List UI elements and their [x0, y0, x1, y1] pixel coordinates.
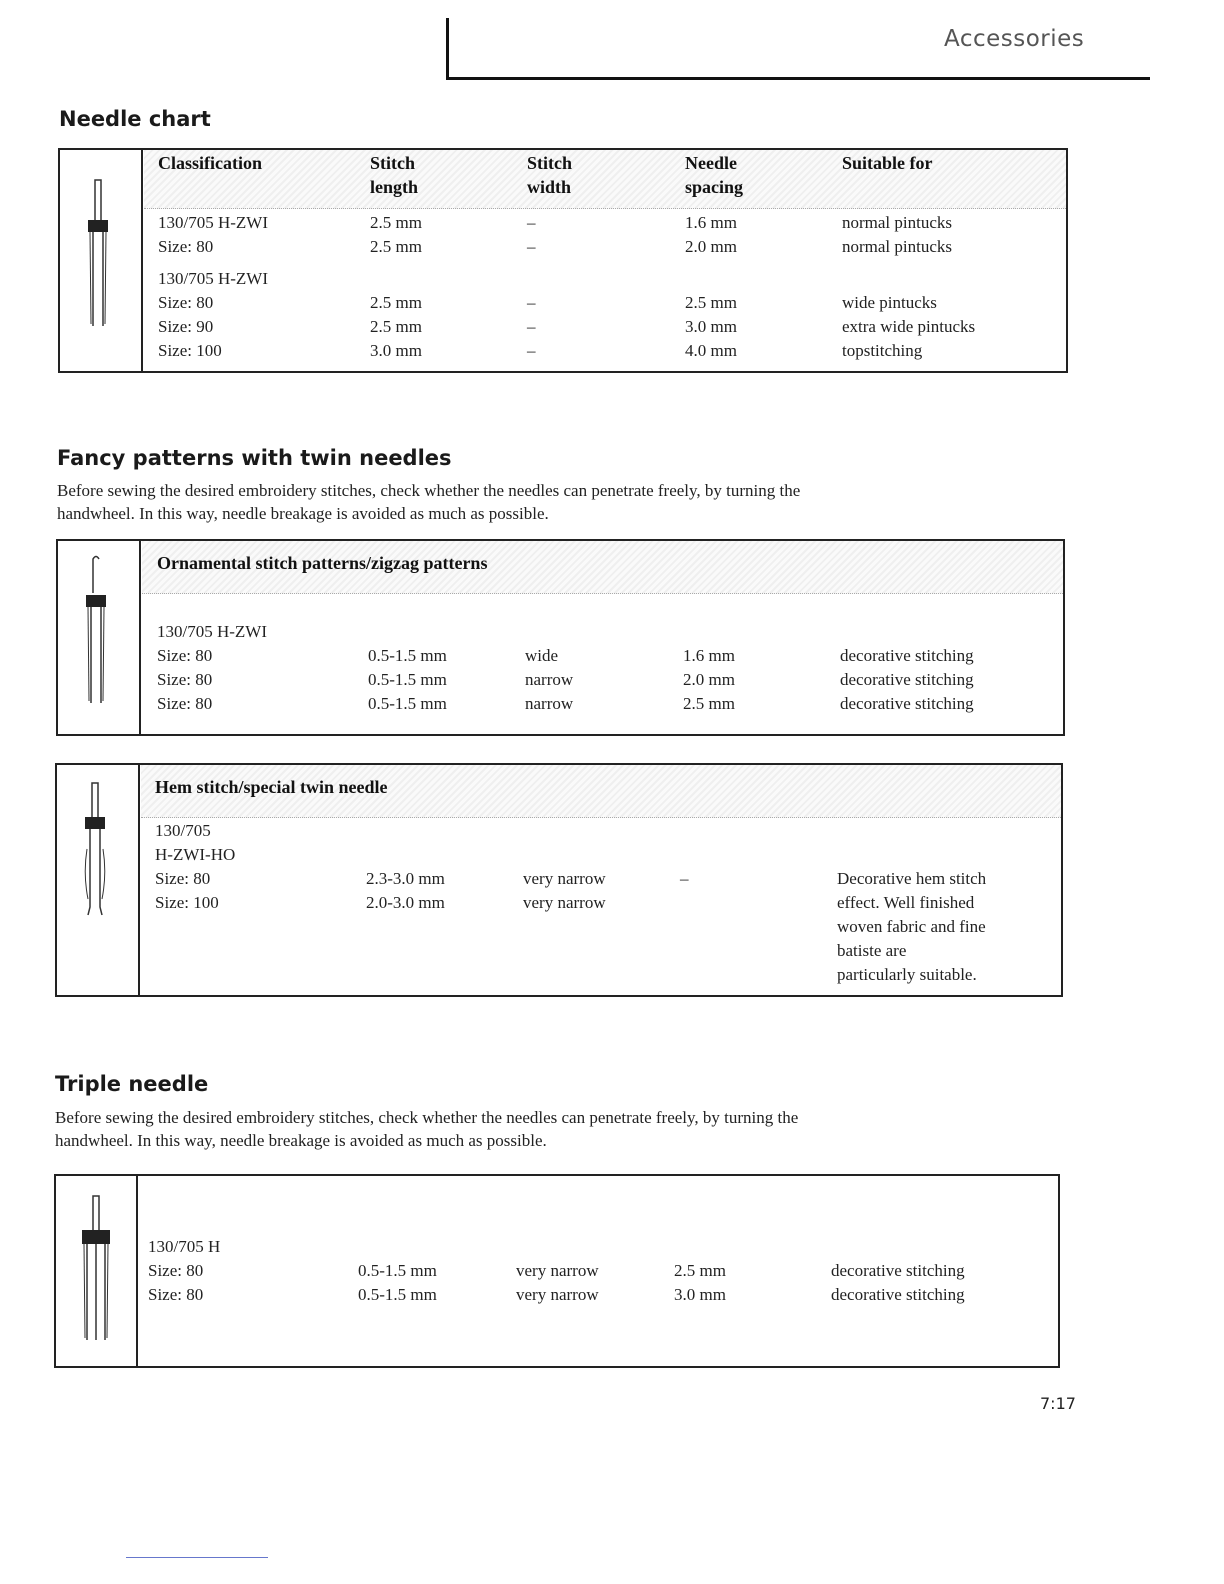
table-cell: Size: 90	[158, 317, 214, 336]
table-cell: Size: 100	[155, 893, 219, 912]
table-cell: 2.5 mm	[370, 293, 422, 312]
header-rule	[446, 77, 1150, 80]
table-cell: 0.5-1.5 mm	[368, 670, 447, 689]
table-cell: very narrow	[516, 1285, 599, 1304]
table-cell: –	[680, 869, 689, 888]
fancy-paragraph-line-1: Before sewing the desired embroidery stitches, check whether the needles can penetrate freely, by turning the	[57, 481, 801, 500]
ornamental-heading: Ornamental stitch patterns/zigzag patterns	[157, 553, 488, 573]
col-stitch-length: Stitch	[370, 153, 415, 173]
col-stitch-width-2: width	[527, 177, 572, 197]
table-cell: Size: 100	[158, 341, 222, 360]
table-cell: 130/705 H-ZWI	[158, 213, 269, 232]
page-number: 7:17	[1040, 1394, 1076, 1413]
table-cell: 2.5 mm	[370, 213, 422, 232]
table-cell: –	[527, 317, 536, 336]
triple-paragraph-line-2: handwheel. In this way, needle breakage is avoided as much as possible.	[55, 1131, 547, 1150]
table-cell: Size: 80	[148, 1285, 204, 1304]
link-underline	[126, 1557, 268, 1558]
table-cell: 2.0 mm	[683, 670, 735, 689]
table-cell: decorative stitching	[831, 1261, 965, 1280]
table-cell: 2.5 mm	[370, 237, 422, 256]
col-stitch-width: Stitch	[527, 153, 572, 173]
twin-needle-icon	[72, 553, 122, 713]
table-cell: normal pintucks	[842, 213, 953, 232]
table-cell: 2.5 mm	[683, 694, 735, 713]
table-cell: 3.0 mm	[674, 1285, 726, 1304]
table-cell: wide pintucks	[842, 293, 937, 312]
table-cell: 130/705	[155, 821, 211, 840]
table-cell: 4.0 mm	[685, 341, 737, 360]
triple-needle-heading: Triple needle	[55, 1072, 209, 1096]
table-cell: H-ZWI-HO	[155, 845, 236, 864]
table-cell: 2.0 mm	[685, 237, 737, 256]
table-cell: Decorative hem stitch	[837, 869, 987, 888]
table-cell: decorative stitching	[840, 694, 974, 713]
col-needle-spacing-2: spacing	[685, 177, 744, 197]
wing-needle-icon	[71, 779, 121, 929]
twin-needle-icon	[74, 176, 124, 336]
table-cell: decorative stitching	[840, 646, 974, 665]
table-cell: very narrow	[523, 893, 606, 912]
table-cell: 2.3-3.0 mm	[366, 869, 445, 888]
table-cell: wide	[525, 646, 559, 665]
table-cell: 130/705 H-ZWI	[157, 622, 268, 641]
table-cell: 2.0-3.0 mm	[366, 893, 445, 912]
col-classification: Classification	[158, 153, 263, 173]
table-cell: 0.5-1.5 mm	[358, 1285, 437, 1304]
table-cell: woven fabric and fine	[837, 917, 986, 936]
table-cell: 0.5-1.5 mm	[358, 1261, 437, 1280]
table-cell: –	[527, 341, 536, 360]
table-cell: Size: 80	[157, 670, 213, 689]
col-suitable-for: Suitable for	[842, 153, 933, 173]
triple-needle-icon	[68, 1192, 124, 1347]
table-cell: Size: 80	[148, 1261, 204, 1280]
table-cell: narrow	[525, 670, 574, 689]
table-cell: topstitching	[842, 341, 923, 360]
table-cell: Size: 80	[157, 646, 213, 665]
table-cell: –	[527, 293, 536, 312]
table-cell: narrow	[525, 694, 574, 713]
table-cell: 130/705 H	[148, 1237, 221, 1256]
hem-stitch-heading: Hem stitch/special twin needle	[155, 777, 388, 797]
header-divider-vertical	[446, 18, 449, 80]
table-cell: Size: 80	[157, 694, 213, 713]
table-cell: Size: 80	[158, 293, 214, 312]
table-cell: 130/705 H-ZWI	[158, 269, 269, 288]
table-cell: normal pintucks	[842, 237, 953, 256]
needle-chart-heading: Needle chart	[59, 107, 211, 131]
table-cell: –	[527, 237, 536, 256]
table-cell: 1.6 mm	[683, 646, 735, 665]
table-cell: 0.5-1.5 mm	[368, 646, 447, 665]
triple-paragraph-line-1: Before sewing the desired embroidery stitches, check whether the needles can penetrate freely, by turning the	[55, 1108, 799, 1127]
fancy-patterns-heading: Fancy patterns with twin needles	[57, 446, 452, 470]
table-cell: 3.0 mm	[685, 317, 737, 336]
table-cell: batiste are	[837, 941, 907, 960]
section-title: Accessories	[944, 26, 1085, 52]
table-cell: effect. Well finished	[837, 893, 975, 912]
table-cell: extra wide pintucks	[842, 317, 976, 336]
table-cell: Size: 80	[158, 237, 214, 256]
col-needle-spacing: Needle	[685, 153, 737, 173]
table-cell: 0.5-1.5 mm	[368, 694, 447, 713]
table-cell: decorative stitching	[831, 1285, 965, 1304]
table-cell: 2.5 mm	[685, 293, 737, 312]
table-cell: 3.0 mm	[370, 341, 422, 360]
col-stitch-length-2: length	[370, 177, 419, 197]
table-cell: very narrow	[516, 1261, 599, 1280]
table-cell: 2.5 mm	[674, 1261, 726, 1280]
table-cell: particularly suitable.	[837, 965, 977, 984]
table-cell: Size: 80	[155, 869, 211, 888]
table-cell: 1.6 mm	[685, 213, 737, 232]
table-cell: decorative stitching	[840, 670, 974, 689]
table-cell: very narrow	[523, 869, 606, 888]
table-cell: –	[527, 213, 536, 232]
fancy-paragraph-line-2: handwheel. In this way, needle breakage is avoided as much as possible.	[57, 504, 549, 523]
table-cell: 2.5 mm	[370, 317, 422, 336]
